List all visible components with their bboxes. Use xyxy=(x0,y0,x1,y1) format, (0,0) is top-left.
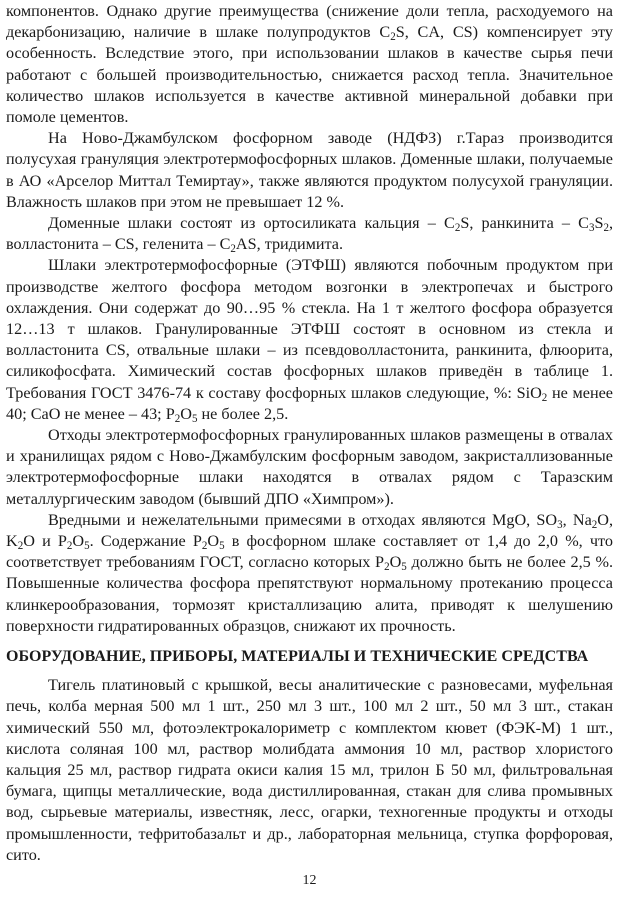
subscript: 2 xyxy=(174,412,181,425)
body-text xyxy=(6,0,613,637)
text-run: Доменные шлаки состоят из ортосиликата кальция – C xyxy=(48,214,455,233)
text-run: S xyxy=(594,214,604,233)
text-run: компонентов. Однако другие преимущества (снижение доли тепла, расходуемого на декарбонизацию, наличие в шлаке полупродуктов C xyxy=(6,2,613,42)
text-run: в фосфорном шлаке составляет от 1,4 до 2,0 %, что соответствует требованиям ГОСТ, согласно которых P xyxy=(6,532,614,572)
body-paragraph xyxy=(6,128,613,213)
text-run: Шлаки электротермофосфорные (ЭТФШ) являются побочным продуктом при производстве желтого фосфора методом возгонки в электропечах и быстрого охлаждения. Они содержат до 90…95 % стекла. На 1 т желтого фосфора образуется 12…13 т шлаков. Гранулированные ЭТФШ состоят в основном из стекла и волластонита CS, отвальные шлаки – из псевдоволластонита, ранкинита, флюорита, силикофосфата. Химический состав фосфорных шлаков приведён в таблице 1. Требования ГОСТ 3476-74 к составу фосфорных шлаков следующие, %: SiO xyxy=(6,256,613,402)
text-run: На Ново-Джамбулском фосфорном заводе (НДФЗ) г.Тараз производится полусухая грануляция электротермофосфорных шлаков. Доменные шлаки, получаемые в АО «Арселор Миттал Темиртау», также являются продуктом полусухой грануляции. Влажность шлаков при этом не превышает 12 %. xyxy=(6,129,613,211)
subscript: 2 xyxy=(230,243,236,256)
subscript: 5 xyxy=(219,540,225,553)
subscript: 2 xyxy=(591,518,598,531)
subscript: 2 xyxy=(390,31,396,44)
text-run: Отходы электротермофосфорных гранулированных шлаков размещены в отвалах и хранилищах рядом с Ново-Джамбулским фосфорным заводом, закристаллизованные электротермофосфорные шлаки находятся в отвалах рядом с Таразским металлургическим заводом (бывший ДПО «Химпром»). xyxy=(6,426,613,508)
text-run: O xyxy=(72,532,85,551)
text-run: S, ранкинита – C xyxy=(460,214,589,233)
text-run: не более 2,5. xyxy=(197,404,289,423)
subscript: 5 xyxy=(401,561,407,574)
subscript: 2 xyxy=(603,222,609,235)
subscript: 2 xyxy=(454,222,461,235)
section-heading: ОБОРУДОВАНИЕ, ПРИБОРЫ, МАТЕРИАЛЫ И ТЕХНИЧЕСКИЕ СРЕДСТВА xyxy=(6,648,589,666)
text-run: AS, тридимита. xyxy=(235,235,344,254)
text-run: Вредными и нежелательными примесями в отходах являются MgO, SO xyxy=(48,510,558,529)
subscript: 5 xyxy=(84,540,90,553)
body-paragraph xyxy=(6,510,613,637)
text-run: S, CA, CS) компенсирует эту особенность. Вследствие этого, при использовании шлаков в качестве сырья печи работают с большей производительностью, снижается расход тепла. Значительное количество шлаков используется в качестве активной минеральной добавки при помоле цементов. xyxy=(6,23,614,127)
subscript: 3 xyxy=(557,518,563,531)
text-run: , Na xyxy=(562,510,592,529)
text-run: должно быть не более 2,5 %. Повышенные количества фосфора препятствуют нормальному протеканию процесса клинкерообразования, тормозят кристаллизацию алита, приводят к шелушению поверхности гидратированных образцов, снижают их прочность. xyxy=(6,553,613,635)
subscript: 5 xyxy=(191,412,198,425)
text-run: O и P xyxy=(23,532,67,551)
text-run: O xyxy=(180,404,192,423)
body-paragraph xyxy=(6,425,613,510)
body-paragraph xyxy=(6,255,613,425)
text-run: O xyxy=(207,532,220,551)
text-run: не менее 40; CaO не менее – 43; P xyxy=(6,383,613,423)
subscript: 2 xyxy=(541,391,548,404)
text-run: . Содержание P xyxy=(89,532,202,551)
subscript: 2 xyxy=(384,561,390,574)
subscript: 3 xyxy=(588,222,595,235)
subscript: 2 xyxy=(201,540,208,553)
subscript: 2 xyxy=(66,540,73,553)
equipment-paragraph: Тигель платиновый с крышкой, весы аналитические с разновесами, муфельная печь, колба мерная 500 мл 1 шт., 250 мл 3 шт., 100 мл 2 шт., 50 мл 3 шт., стакан химический 550 мл, фотоэлектрокалориметр с комплектом кювет (ФЭК-М) 1 шт., кислота соляная 100 мл, раствор молибдата аммония 10 мл, раствор хлористого кальция 25 мл, раствор гидрата окиси калия 15 мл, трилон Б 50 мл, фильтровальная бумага, щипцы металлические, вода дистиллированная, стакан для слива промывных вод, сырьевые материалы, известняк, лесс, огарки, техногенные продукты и отходы промышленности, тефритобазальт и др., лабораторная мельница, ступка форфоровая, сито. xyxy=(6,676,613,864)
body-paragraph xyxy=(6,213,613,255)
text-run: O xyxy=(389,553,402,572)
text-run: O, K xyxy=(6,510,614,551)
text-run: , волластонита – CS, геленита – C xyxy=(6,214,613,254)
page-number: 12 xyxy=(302,873,317,888)
body-paragraph xyxy=(6,0,613,128)
subscript: 2 xyxy=(17,540,24,553)
document-page xyxy=(6,0,613,866)
